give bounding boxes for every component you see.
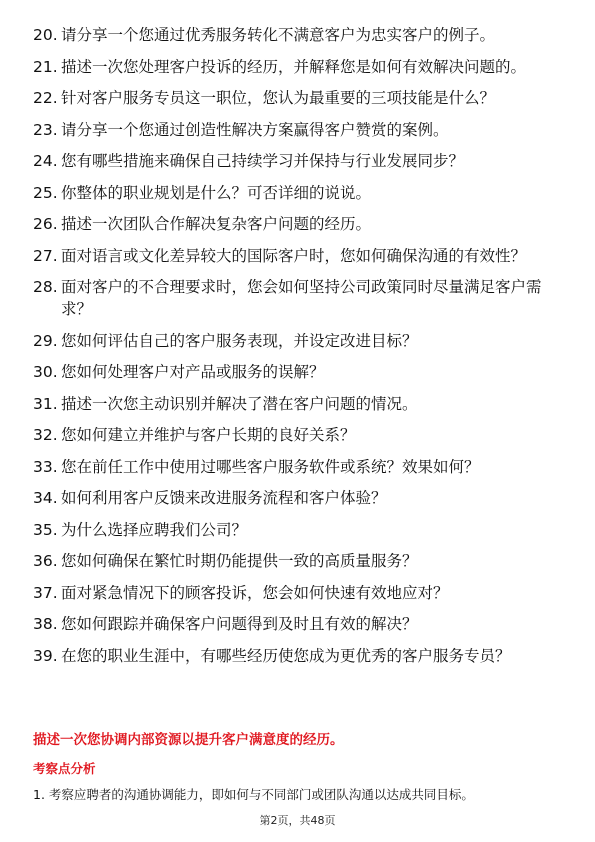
question-text: 请分享一个您通过优秀服务转化不满意客户为忠实客户的例子。 xyxy=(61,26,496,44)
question-text: 面对语言或文化差异较大的国际客户时，您如何确保沟通的有效性？ xyxy=(61,246,527,265)
question-list xyxy=(33,24,565,676)
question-text: 您有哪些措施来确保自己持续学习并保持与行业发展同步？ xyxy=(61,152,465,170)
question-text: 您如何评估自己的客户服务表现，并设定改进目标？ xyxy=(61,331,418,350)
question-item xyxy=(33,87,565,109)
question-number: 35. xyxy=(33,520,58,539)
question-number: 29. xyxy=(33,331,58,350)
question-number: 33. xyxy=(33,457,58,476)
question-number: 22. xyxy=(33,89,58,107)
question-text: 针对客户服务专员这一职位，您认为最重要的三项技能是什么？ xyxy=(61,89,496,107)
question-number: 36. xyxy=(33,552,58,570)
question-item xyxy=(33,276,565,320)
question-item xyxy=(33,519,565,541)
question-text: 在您的职业生涯中，有哪些经历使您成为更优秀的客户服务专员？ xyxy=(61,646,511,665)
question-item xyxy=(33,424,565,446)
question-text: 您如何处理客户对产品或服务的误解？ xyxy=(61,363,325,381)
question-text: 如何利用客户反馈来改进服务流程和客户体验？ xyxy=(61,489,387,507)
question-text: 面对紧急情况下的顾客投诉，您会如何快速有效地应对？ xyxy=(61,583,449,602)
question-text: 描述一次团队合作解决复杂客户问题的经历。 xyxy=(61,215,372,233)
question-text: 请分享一个您通过创造性解决方案赢得客户赞赏的案例。 xyxy=(61,120,449,139)
question-item xyxy=(33,245,565,267)
question-number: 32. xyxy=(33,426,58,444)
analysis-point: 1. 考察应聘者的沟通协调能力，即如何与不同部门或团队沟通以达成共同目标。 xyxy=(33,787,474,802)
question-text: 描述一次您处理客户投诉的经历，并解释您是如何有效解决问题的。 xyxy=(61,57,527,76)
question-number: 28. xyxy=(33,278,58,296)
question-number: 30. xyxy=(33,363,58,381)
question-text: 您在前任工作中使用过哪些客户服务软件或系统？效果如何？ xyxy=(61,457,480,476)
question-item xyxy=(33,56,565,78)
question-number: 34. xyxy=(33,489,58,507)
question-item xyxy=(33,330,565,352)
page-number-footer: 第2页，共48页 xyxy=(259,814,336,827)
analysis-subheading: 考察点分析 xyxy=(33,761,96,776)
question-item xyxy=(33,487,565,509)
question-number: 20. xyxy=(33,26,58,44)
question-item xyxy=(33,182,565,204)
question-number: 37. xyxy=(33,583,58,602)
question-item xyxy=(33,645,565,667)
question-number: 38. xyxy=(33,615,58,633)
question-item xyxy=(33,24,565,46)
question-text: 面对客户的不合理要求时，您会如何坚持公司政策同时尽量满足客户需求？ xyxy=(61,278,542,318)
question-text: 您如何确保在繁忙时期仍能提供一致的高质量服务？ xyxy=(61,552,418,570)
question-text: 描述一次您主动识别并解决了潜在客户问题的情况。 xyxy=(61,394,418,413)
section-heading: 描述一次您协调内部资源以提升客户满意度的经历。 xyxy=(33,732,344,748)
question-item xyxy=(33,213,565,235)
question-number: 27. xyxy=(33,246,58,265)
question-number: 26. xyxy=(33,215,58,233)
question-item xyxy=(33,613,565,635)
question-item xyxy=(33,361,565,383)
question-number: 23. xyxy=(33,120,58,139)
question-number: 21. xyxy=(33,57,58,76)
question-number: 31. xyxy=(33,394,58,413)
question-text: 为什么选择应聘我们公司？ xyxy=(61,520,248,539)
question-item xyxy=(33,150,565,172)
question-item xyxy=(33,393,565,415)
question-number: 39. xyxy=(33,646,58,665)
question-text: 您如何跟踪并确保客户问题得到及时且有效的解决？ xyxy=(61,615,418,633)
question-item xyxy=(33,456,565,478)
question-number: 25. xyxy=(33,183,58,202)
question-item xyxy=(33,550,565,572)
question-text: 你整体的职业规划是什么？可否详细的说说。 xyxy=(61,183,372,202)
question-item xyxy=(33,582,565,604)
question-text: 您如何建立并维护与客户长期的良好关系？ xyxy=(61,426,356,444)
question-item xyxy=(33,119,565,141)
question-number: 24. xyxy=(33,152,58,170)
